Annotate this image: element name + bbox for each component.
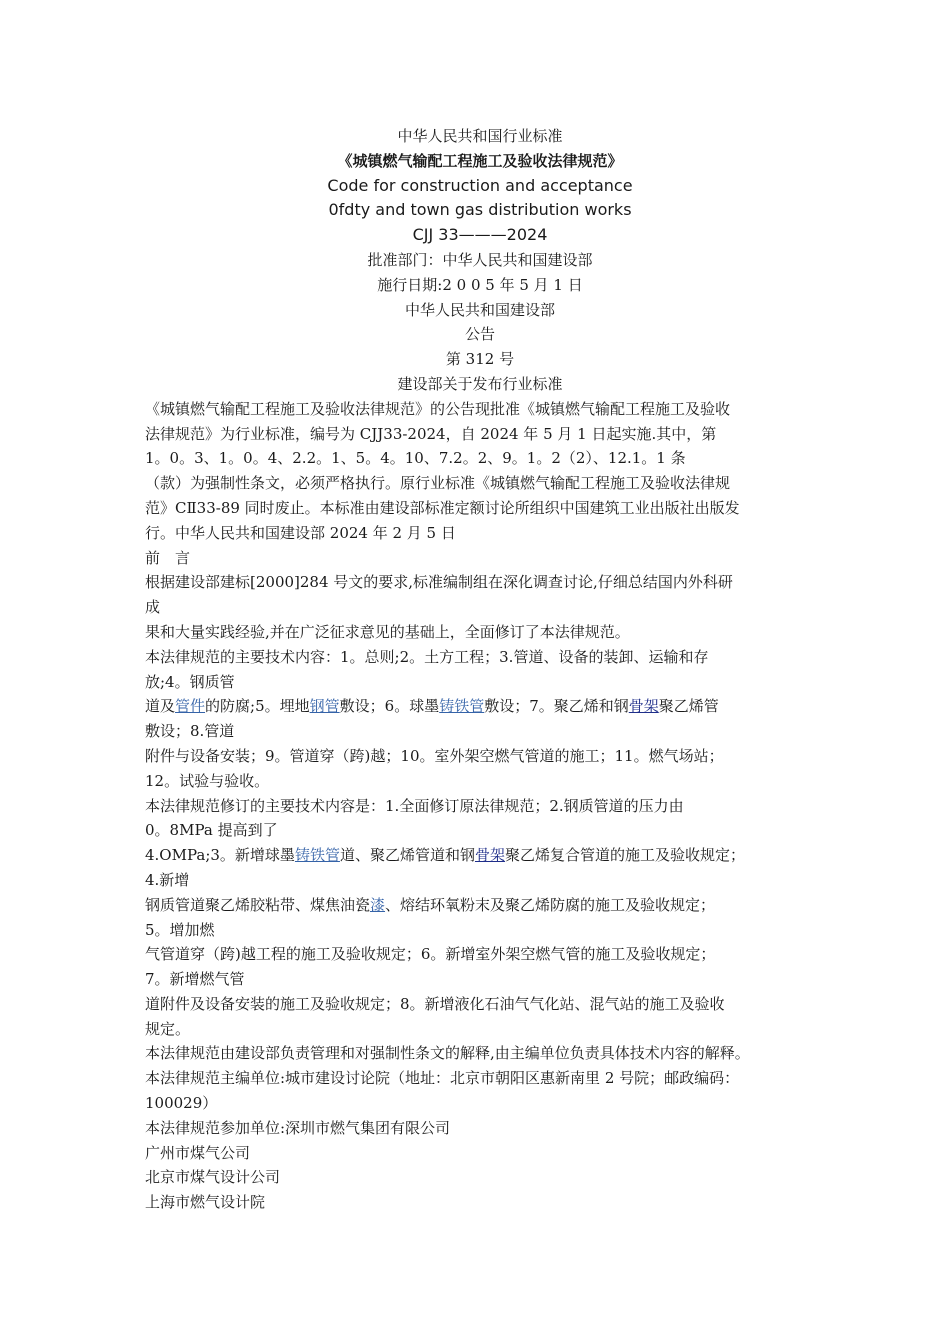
text-segment: 敷设；6。球墨: [339, 697, 440, 716]
preface-text: 本法律规范的主要技术内容：1。总则;2。土方工程；3.管道、设备的装卸、运输和存: [145, 647, 709, 666]
link-fittings[interactable]: 管件: [175, 697, 206, 716]
link-skeleton[interactable]: 骨架: [628, 697, 659, 716]
standard-code: CJJ 33———2024: [412, 225, 548, 245]
preface-text: 本法律规范修订的主要技术内容是：1.全面修订原法律规范；2.钢质管道的压力由: [145, 796, 684, 815]
preface-text: 根据建设部建标[2000]284 号文的要求,标准编制组在深化调查讨论,仔细总结国内外科研: [145, 573, 733, 592]
preface-text: 本法律规范参加单位:深圳市燃气集团有限公司: [145, 1118, 451, 1137]
preface-text: 果和大量实践经验,并在广泛征求意见的基础上，全面修订了本法律规范。: [145, 622, 630, 641]
preface-text: 4.新增: [145, 870, 190, 889]
link-skeleton[interactable]: 骨架: [474, 846, 505, 865]
preface-text: 放;4。钢质管: [145, 672, 235, 691]
announcement-line: 法律规范》为行业标准，编号为 CJJ33-2024，自 2024 年 5 月 1 日起实施.其中，第: [145, 424, 717, 443]
approval-department: 批准部门：中华人民共和国建设部: [367, 250, 593, 269]
preface-heading: 前 言: [145, 548, 191, 567]
notice-label: 公告: [464, 325, 495, 344]
text-segment: 、熔结环氧粉末及聚乙烯防腐的施工及验收规定；: [385, 895, 716, 914]
preface-text: 12。试验与验收。: [145, 771, 270, 790]
notice-subject: 建设部关于发布行业标准: [397, 374, 563, 393]
text-segment: 4.OMPa;3。新增球墨: [145, 846, 295, 865]
participating-org: 上海市燃气设计院: [145, 1193, 266, 1212]
document-title: 《城镇燃气输配工程施工及验收法律规范》: [337, 151, 623, 170]
link-lacquer[interactable]: 漆: [370, 895, 386, 914]
text-segment: 聚乙烯复合管道的施工及验收规定；: [504, 846, 745, 865]
preface-text: 本法律规范由建设部负责管理和对强制性条文的解释,由主编单位负责具体技术内容的解释。: [145, 1044, 750, 1063]
participating-org: 北京市煤气设计公司: [145, 1168, 281, 1187]
standard-category: 中华人民共和国行业标准: [397, 127, 563, 145]
preface-text: 5。增加燃: [145, 920, 215, 939]
preface-text: 规定。: [145, 1019, 191, 1038]
announcement-line: 1。0。3、1。0。4、2.2。1、5。4。10、7.2。2、9。1。2（2）、12.1。1 条: [145, 449, 686, 468]
text-segment: 敷设；7。聚乙烯和钢: [484, 697, 629, 716]
preface-text: 道附件及设备安装的施工及验收规定；8。新增液化石油气气化站、混气站的施工及验收: [145, 994, 725, 1013]
preface-text: 7。新增燃气管: [145, 970, 245, 989]
announcement-line: 行。中华人民共和国建设部 2024 年 2 月 5 日: [145, 523, 456, 542]
preface-text-with-links: [145, 694, 815, 719]
text-segment: 聚乙烯管: [658, 697, 719, 716]
link-ductile-iron-pipe[interactable]: 铸铁管: [439, 697, 485, 716]
announcement-paragraph: [145, 397, 815, 546]
effective-date: 施行日期:2 0 0 5 年 5 月 1 日: [377, 275, 583, 294]
text-segment: 道及: [145, 697, 176, 716]
participating-org: 广州市煤气公司: [145, 1143, 251, 1162]
english-title-line-2: 0fdty and town gas distribution works: [328, 200, 632, 220]
preface-text: 0。8MPa 提高到了: [145, 821, 278, 840]
preface-text: 附件与设备安装；9。管道穿（跨)越；10。室外架空燃气管道的施工；11。燃气场站；: [145, 746, 724, 765]
link-steel-pipe[interactable]: 钢管: [309, 697, 340, 716]
preface-text: 成: [145, 598, 161, 617]
ministry-name: 中华人民共和国建设部: [404, 300, 555, 319]
link-ductile-iron-pipe[interactable]: 铸铁管: [294, 846, 340, 865]
preface-text: 100029）: [145, 1094, 218, 1113]
announcement-line: 范》CⅡ33-89 同时废止。本标准由建设部标准定额讨论所组织中国建筑工业出版社出版发: [145, 498, 740, 517]
document-body: [145, 124, 815, 1215]
text-segment: 的防腐;5。埋地: [205, 697, 310, 716]
english-title-line-1: Code for construction and acceptance: [327, 175, 633, 195]
announcement-line: 《城镇燃气输配工程施工及验收法律规范》的公告现批准《城镇燃气输配工程施工及验收: [145, 399, 731, 418]
preface-text: 本法律规范主编单位:城市建设讨论院（地址：北京市朝阳区惠新南里 2 号院；邮政编码：: [145, 1069, 740, 1088]
preface-text: 气管道穿（跨)越工程的施工及验收规定；6。新增室外架空燃气管的施工及验收规定；: [145, 945, 716, 964]
preface-text-with-links: [145, 843, 815, 868]
preface-text: 敷设；8.管道: [145, 722, 235, 741]
announcement-line: （款）为强制性条文，必须严格执行。原行业标准《城镇燃气输配工程施工及验收法律规: [145, 474, 731, 493]
text-segment: 道、聚乙烯管道和钢: [339, 846, 475, 865]
notice-number: 第 312 号: [445, 350, 515, 369]
preface-text-with-links: [145, 893, 815, 918]
text-segment: 钢质管道聚乙烯胶粘带、煤焦油瓷: [145, 895, 371, 914]
